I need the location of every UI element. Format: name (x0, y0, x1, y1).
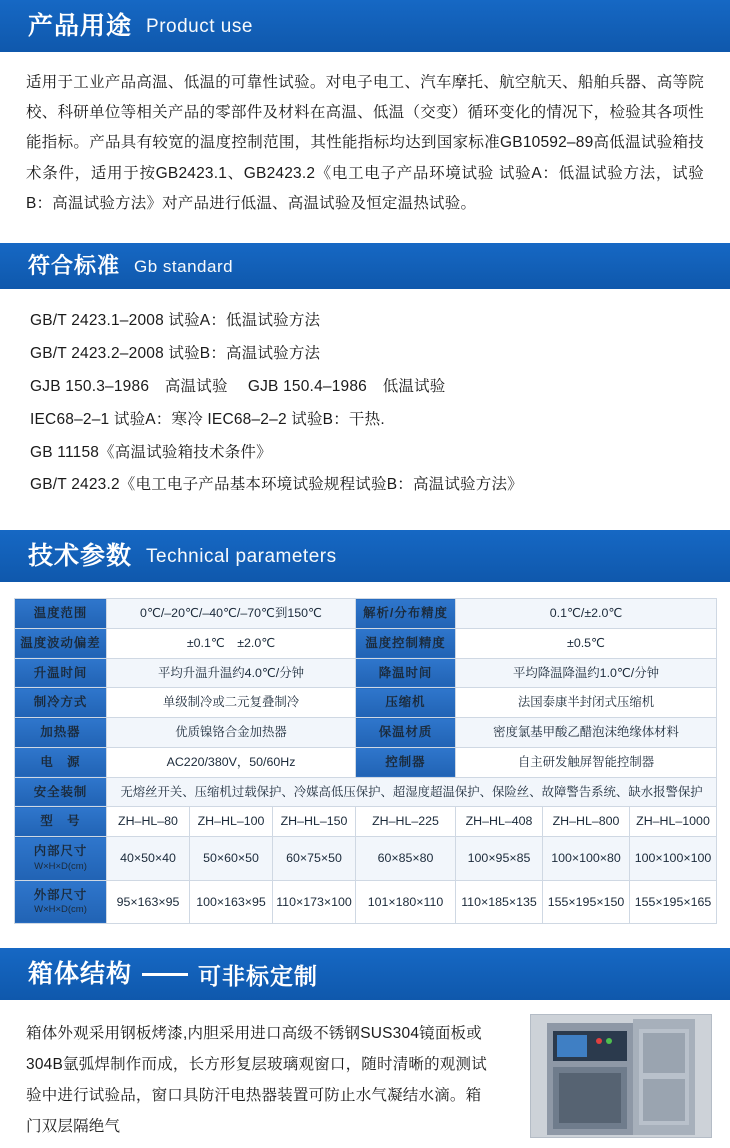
table-row-safety (15, 777, 717, 807)
outer-size-cell: 110×173×100 (273, 880, 356, 924)
spacer-3 (0, 934, 730, 948)
row-value: ±0.5℃ (456, 628, 717, 658)
inner-size-cell: 100×95×85 (456, 837, 543, 881)
section-title-en: Technical parameters (146, 545, 337, 567)
row-label: 型 号 (15, 807, 107, 837)
list-item: IEC68–2–1 试验A：寒冷 IEC68–2–2 试验B：干热. (30, 410, 385, 428)
section-header-gb-standard (0, 243, 730, 289)
row-value: 单级制冷或二元复叠制冷 (107, 688, 356, 718)
row-label: 安全装制 (15, 777, 107, 807)
model-cell: ZH–HL–225 (356, 807, 456, 837)
row-label (15, 837, 107, 881)
spacer-1 (0, 229, 730, 243)
table-row (15, 747, 717, 777)
table-row (15, 688, 717, 718)
table-row (15, 718, 717, 748)
row-label-text: 外部尺寸 (33, 887, 88, 902)
row-label: 降温时间 (356, 658, 456, 688)
inner-size-cell: 100×100×80 (543, 837, 630, 881)
section-title-cn: 产品用途 (28, 11, 133, 40)
outer-size-cell: 101×180×110 (356, 880, 456, 924)
row-label: 控制器 (356, 747, 456, 777)
row-value: 自主研发触屏智能控制器 (456, 747, 717, 777)
product-use-paragraph: 适用于工业产品高温、低温的可靠性试验。对电子电工、汽车摩托、航空航天、船舶兵器、高等院校、科研单位等相关产品的零部件及材料在高温、低温（交变）循环变化的情况下，检验其各项性能指标。产品具有较宽的温度控制范围，其性能指标均达到国家标准GB10592–89高低温试验箱技术条件，适用于按GB2423.1、GB2423.2《电工电子产品环境试验 试验A：低温试验方法，试验B：高温试验方法》对产品进行低温、高温试验及恒定温热试验。 (26, 74, 704, 212)
list-item: GB 11158《高温试验箱技术条件》 (30, 443, 272, 461)
model-cell: ZH–HL–800 (543, 807, 630, 837)
row-label-unit: W×H×D(cm) (34, 904, 87, 916)
section-title-cn: 技术参数 (28, 541, 133, 570)
test-chamber-illustration (531, 1015, 711, 1137)
row-label: 温度波动偏差 (15, 628, 107, 658)
row-value: ±0.1℃ ±2.0℃ (107, 628, 356, 658)
row-value: 无熔丝开关、压缩机过载保护、冷媒高低压保护、超湿度超温保护、保险丝、故障警告系统、缺水报警保护 (107, 777, 717, 807)
row-value: 平均升温升温约4.0℃/分钟 (107, 658, 356, 688)
row-label: 加热器 (15, 718, 107, 748)
product-photo (530, 1014, 712, 1138)
row-label: 温度控制精度 (356, 628, 456, 658)
table-row-inner-size (15, 837, 717, 881)
section-header-structure (0, 948, 730, 1000)
list-item: GB/T 2423.2–2008 试验B：高温试验方法 (30, 344, 321, 362)
model-cell: ZH–HL–80 (107, 807, 190, 837)
list-item: GB/T 2423.2《电工电子产品基本环境试验规程试验B：高温试验方法》 (30, 476, 523, 494)
spec-table-wrap (0, 582, 730, 934)
row-value: 优质镍铬合金加热器 (107, 718, 356, 748)
row-label: 温度范围 (15, 599, 107, 629)
section-title-custom: 可非标定制 (198, 962, 319, 989)
specification-table (14, 598, 717, 924)
outer-size-cell: 155×195×150 (543, 880, 630, 924)
row-label: 电 源 (15, 747, 107, 777)
inner-size-cell: 100×100×100 (630, 837, 717, 881)
row-value: 0℃/–20℃/–40℃/–70℃到150℃ (107, 599, 356, 629)
row-label (15, 880, 107, 924)
model-cell: ZH–HL–100 (190, 807, 273, 837)
section-title-en: Product use (146, 15, 253, 37)
outer-size-cell: 155×195×165 (630, 880, 717, 924)
row-value: AC220/380V，50/60Hz (107, 747, 356, 777)
row-value: 法国泰康半封闭式压缩机 (456, 688, 717, 718)
section-title-cn: 符合标准 (28, 253, 121, 279)
row-label-unit: W×H×D(cm) (34, 860, 87, 872)
table-row (15, 658, 717, 688)
row-value: 0.1℃/±2.0℃ (456, 599, 717, 629)
row-label: 制冷方式 (15, 688, 107, 718)
list-item: GJB 150.3–1986 高温试验 GJB 150.4–1986 低温试验 (30, 377, 446, 395)
structure-paragraph: 箱体外观采用钢板烤漆,内胆采用进口高级不锈钢SUS304镜面板或304B氩弧焊制作而成，长方形复层玻璃观窗口，随时清晰的观测试验中进行试验品，窗口具防汗电热器装置可防止水气凝结水滴。箱门双层隔绝气 (26, 1025, 487, 1136)
model-cell: ZH–HL–150 (273, 807, 356, 837)
table-row (15, 628, 717, 658)
row-value: 平均降温降温约1.0℃/分钟 (456, 658, 717, 688)
inner-size-cell: 40×50×40 (107, 837, 190, 881)
table-row-models (15, 807, 717, 837)
divider-dash (142, 973, 188, 976)
inner-size-cell: 60×75×50 (273, 837, 356, 881)
section-title-en: Gb standard (134, 256, 234, 276)
row-label: 保温材质 (356, 718, 456, 748)
row-value: 密度氯基甲酸乙醋泡沫绝缘体材料 (456, 718, 717, 748)
table-row-outer-size (15, 880, 717, 924)
outer-size-cell: 100×163×95 (190, 880, 273, 924)
row-label-text: 内部尺寸 (33, 844, 88, 859)
model-cell: ZH–HL–408 (456, 807, 543, 837)
row-label: 压缩机 (356, 688, 456, 718)
section-header-technical-parameters (0, 530, 730, 582)
spacer-2 (0, 516, 730, 530)
row-label: 升温时间 (15, 658, 107, 688)
outer-size-cell: 95×163×95 (107, 880, 190, 924)
table-row (15, 599, 717, 629)
gb-standard-list (0, 289, 730, 516)
list-item: GB/T 2423.1–2008 试验A：低温试验方法 (30, 312, 321, 330)
model-cell: ZH–HL–1000 (630, 807, 717, 837)
inner-size-cell: 50×60×50 (190, 837, 273, 881)
section-title-cn: 箱体结构 (28, 959, 133, 988)
row-label: 解析/分布精度 (356, 599, 456, 629)
inner-size-cell: 60×85×80 (356, 837, 456, 881)
structure-section (0, 1000, 730, 1148)
section-header-product-use (0, 0, 730, 52)
outer-size-cell: 110×185×135 (456, 880, 543, 924)
